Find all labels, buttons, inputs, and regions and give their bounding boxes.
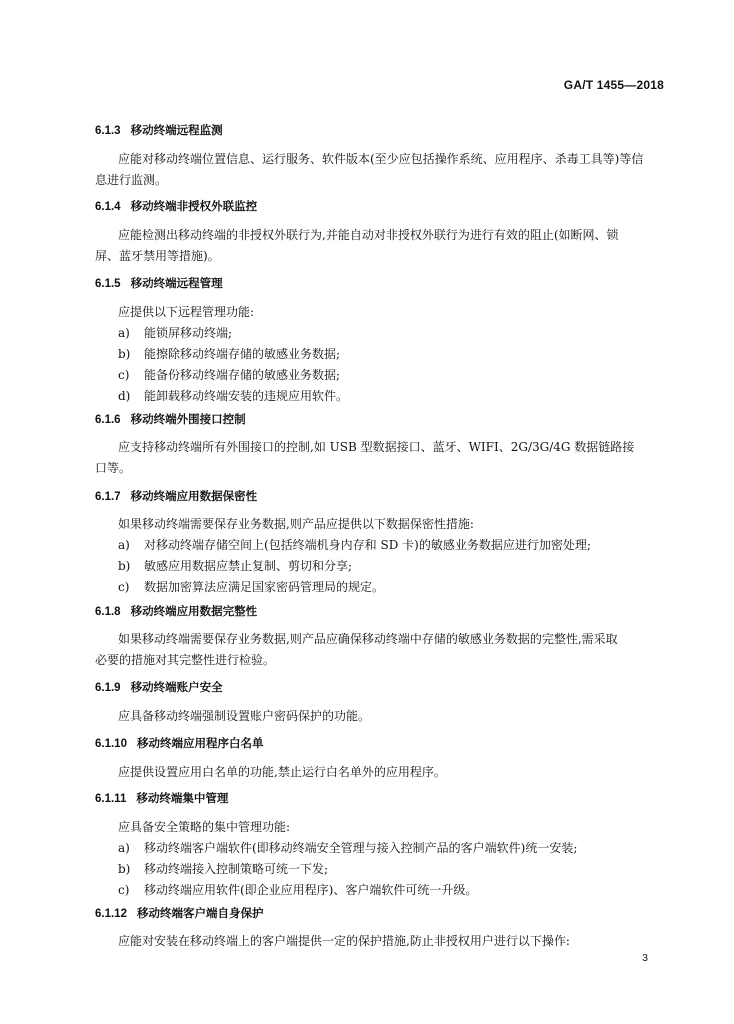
list-item (118, 324, 232, 341)
section-title: 移动终端客户端自身保护 (136, 908, 264, 920)
list-marker: a) (118, 538, 130, 552)
list-marker: c) (118, 883, 130, 897)
list-text: 能擦除移动终端存储的敏感业务数据; (144, 347, 341, 361)
list-text: 对移动终端存储空间上(包括终端机身内存和 SD 卡)的敏感业务数据应进行加密处理; (144, 538, 591, 552)
list-marker: a) (118, 841, 130, 855)
section-heading (95, 905, 263, 921)
section-number: 6.1.4 (95, 201, 121, 213)
list-item (118, 387, 348, 404)
section-heading (95, 122, 223, 138)
paragraph-line: 息进行监测。 (95, 173, 168, 187)
paragraph-line: 应能检测出移动终端的非授权外联行为,并能自动对非授权外联行为进行有效的阻止(如断网、锁 (118, 228, 619, 242)
section-title: 移动终端应用数据完整性 (130, 606, 258, 618)
page-number: 3 (642, 952, 648, 964)
list-text: 能锁屏移动终端; (144, 326, 233, 340)
paragraph-line: 如果移动终端需要保存业务数据,则产品应确保移动终端中存储的敏感业务数据的完整性,需采取 (118, 632, 618, 646)
list-text: 移动终端客户端软件(即移动终端安全管理与接入控制产品的客户端软件)统一安装; (144, 841, 578, 855)
paragraph-line: 口等。 (95, 461, 132, 475)
section-number: 6.1.12 (95, 908, 127, 920)
section-number: 6.1.6 (95, 414, 121, 426)
list-marker: d) (118, 389, 131, 403)
list-marker: b) (118, 862, 131, 876)
section-heading (95, 679, 223, 695)
section-heading (95, 790, 228, 806)
section-heading (95, 603, 257, 619)
paragraph-line: 屏、蓝牙禁用等措施)。 (95, 249, 220, 263)
section-title: 移动终端账户安全 (130, 682, 223, 694)
section-heading (95, 735, 263, 751)
list-text: 数据加密算法应满足国家密码管理局的规定。 (144, 580, 385, 594)
paragraph-line: 应具备移动终端强制设置账户密码保护的功能。 (118, 709, 371, 723)
section-title: 移动终端外围接口控制 (130, 414, 246, 426)
list-text: 移动终端接入控制策略可统一下发; (144, 862, 329, 876)
section-title: 移动终端应用数据保密性 (130, 491, 258, 503)
section-number: 6.1.10 (95, 738, 127, 750)
list-item (118, 536, 591, 553)
list-marker: c) (118, 368, 130, 382)
standard-code: GA/T 1455—2018 (563, 78, 664, 92)
list-item (118, 578, 384, 595)
list-item (118, 345, 340, 362)
list-item (118, 557, 352, 574)
section-heading (95, 275, 223, 291)
list-marker: c) (118, 580, 130, 594)
section-title: 移动终端远程管理 (130, 278, 223, 290)
section-title: 移动终端非授权外联监控 (130, 201, 258, 213)
section-number: 6.1.3 (95, 125, 121, 137)
paragraph-line: 应支持移动终端所有外围接口的控制,如 USB 型数据接口、蓝牙、WIFI、2G/3G/4G 数据链路接 (118, 440, 635, 454)
list-item (118, 860, 328, 877)
section-number: 6.1.11 (95, 793, 127, 805)
paragraph-line: 如果移动终端需要保存业务数据,则产品应提供以下数据保密性措施: (118, 517, 474, 531)
list-item (118, 839, 577, 856)
section-heading (95, 198, 257, 214)
paragraph-line: 应具备安全策略的集中管理功能: (118, 820, 291, 834)
section-heading (95, 411, 246, 427)
list-marker: a) (118, 326, 130, 340)
list-text: 能卸载移动终端安装的违规应用软件。 (144, 389, 349, 403)
paragraph-line: 应能对移动终端位置信息、运行服务、软件版本(至少应包括操作系统、应用程序、杀毒工具等)等信 (118, 152, 644, 166)
list-text: 能备份移动终端存储的敏感业务数据; (144, 368, 341, 382)
list-marker: b) (118, 347, 131, 361)
section-title: 移动终端集中管理 (136, 793, 229, 805)
paragraph-line: 应提供设置应用白名单的功能,禁止运行白名单外的应用程序。 (118, 765, 446, 779)
section-number: 6.1.7 (95, 491, 121, 503)
list-item (118, 881, 477, 898)
section-title: 移动终端应用程序白名单 (136, 738, 264, 750)
paragraph-line: 应提供以下远程管理功能: (118, 305, 255, 319)
list-marker: b) (118, 559, 131, 573)
section-title: 移动终端远程监测 (130, 125, 223, 137)
section-number: 6.1.9 (95, 682, 121, 694)
list-item (118, 366, 340, 383)
section-heading (95, 488, 257, 504)
section-number: 6.1.5 (95, 278, 121, 290)
paragraph-line: 应能对安装在移动终端上的客户端提供一定的保护措施,防止非授权用户进行以下操作: (118, 934, 570, 948)
section-number: 6.1.8 (95, 606, 121, 618)
paragraph-line: 必要的措施对其完整性进行检验。 (95, 653, 276, 667)
list-text: 敏感应用数据应禁止复制、剪切和分享; (144, 559, 353, 573)
list-text: 移动终端应用软件(即企业应用程序)、客户端软件可统一升级。 (144, 883, 478, 897)
